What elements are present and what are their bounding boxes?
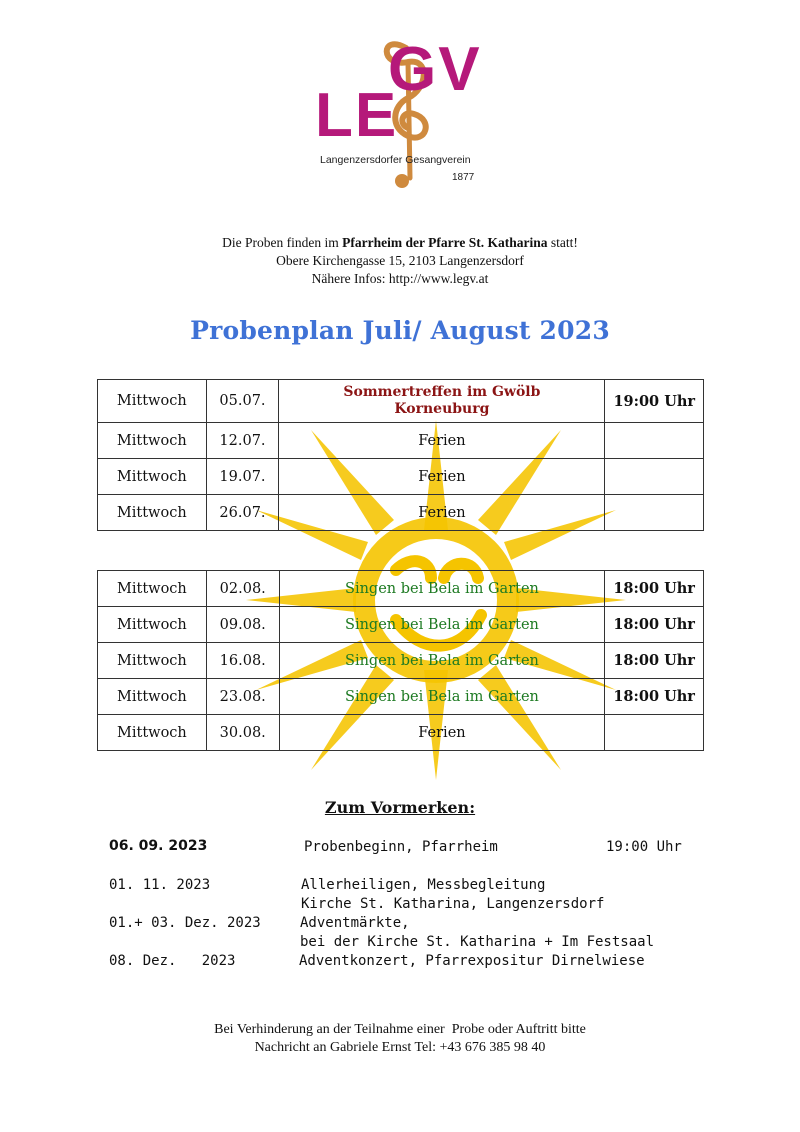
- vormerken-time: 19:00 Uhr: [606, 839, 682, 855]
- cell-time: 19:00 Uhr: [605, 380, 704, 423]
- cell-date: 26.07.: [206, 495, 279, 531]
- table-row: [98, 679, 704, 715]
- cell-date: 16.08.: [206, 643, 279, 679]
- intro-text: Die Proben finden im: [222, 235, 343, 250]
- table-row: [98, 643, 704, 679]
- page-title: Probenplan Juli/ August 2023: [190, 316, 610, 345]
- cell-day: Mittwoch: [98, 679, 207, 715]
- cell-time: 18:00 Uhr: [605, 679, 704, 715]
- intro-address: Obere Kirchengasse 15, 2103 Langenzersdorf: [276, 253, 524, 268]
- table-row: [98, 459, 704, 495]
- vormerken-date: 08. Dez. 2023: [109, 953, 236, 969]
- cell-time: [605, 495, 704, 531]
- footer-note-line-1: Bei Verhinderung an der Teilnahme einer Probe oder Auftritt bitte: [214, 1022, 586, 1037]
- cell-date: 23.08.: [206, 679, 279, 715]
- logo-letters-le: LE: [315, 81, 399, 150]
- cell-event: Ferien: [279, 423, 605, 459]
- cell-event: [279, 380, 605, 423]
- intro-location: Pfarrheim der Pfarre St. Katharina: [342, 235, 548, 250]
- cell-day: Mittwoch: [98, 459, 207, 495]
- vormerken-text: Probenbeginn, Pfarrheim: [304, 839, 498, 855]
- cell-event: Singen bei Bela im Garten: [279, 643, 605, 679]
- cell-time: 18:00 Uhr: [605, 607, 704, 643]
- event-highlight: Sommertreffen im Gwölb Korneuburg: [343, 384, 541, 417]
- cell-day: Mittwoch: [98, 643, 207, 679]
- vormerken-date: 06. 09. 2023: [109, 838, 208, 854]
- logo-letters-gv: GV: [388, 35, 482, 104]
- vormerken-heading: [0, 798, 800, 817]
- cell-event: Ferien: [279, 459, 605, 495]
- cell-event: Ferien: [279, 715, 605, 751]
- cell-day: Mittwoch: [98, 571, 207, 607]
- vormerken-date: 01. 11. 2023: [109, 877, 211, 893]
- table-row: [98, 607, 704, 643]
- schedule-table-july: [97, 379, 704, 531]
- cell-date: 02.08.: [206, 571, 279, 607]
- logo-club-name: Langenzersdorfer Gesangverein: [320, 154, 471, 166]
- cell-date: 09.08.: [206, 607, 279, 643]
- intro-info-link: Nähere Infos: http://www.legv.at: [311, 271, 489, 286]
- vormerken-text-2: bei der Kirche St. Katharina + Im Festsaal: [300, 934, 655, 950]
- cell-event: Singen bei Bela im Garten: [279, 607, 605, 643]
- logo-year: 1877: [452, 172, 475, 183]
- cell-event: Singen bei Bela im Garten: [279, 679, 605, 715]
- table-row: [98, 495, 704, 531]
- footer-contact: Nachricht an Gabriele Ernst Tel: +43 676 385 98 40: [254, 1040, 546, 1055]
- cell-time: 18:00 Uhr: [605, 571, 704, 607]
- table-row: [98, 423, 704, 459]
- table-row: [98, 380, 704, 423]
- vormerken-text: Allerheiligen, Messbegleitung: [301, 877, 546, 893]
- cell-event: Ferien: [279, 495, 605, 531]
- schedule-table-august: [97, 570, 704, 751]
- cell-day: Mittwoch: [98, 495, 207, 531]
- vormerken-date: 01.+ 03. Dez. 2023: [109, 915, 261, 931]
- cell-date: 05.07.: [206, 380, 279, 423]
- intro-text-end: statt!: [547, 235, 578, 250]
- table-row: [98, 571, 704, 607]
- cell-date: 12.07.: [206, 423, 279, 459]
- cell-time: [605, 715, 704, 751]
- cell-day: Mittwoch: [98, 380, 207, 423]
- cell-time: [605, 423, 704, 459]
- table-row: [98, 715, 704, 751]
- cell-day: Mittwoch: [98, 423, 207, 459]
- vormerken-text: Adventkonzert, Pfarrexpositur Dirnelwiese: [299, 953, 645, 969]
- cell-date: 19.07.: [206, 459, 279, 495]
- legv-logo: [310, 28, 495, 198]
- vormerken-heading-text: Zum Vormerken:: [324, 798, 476, 817]
- intro-line-1: [0, 234, 800, 252]
- cell-day: Mittwoch: [98, 715, 207, 751]
- cell-event: Singen bei Bela im Garten: [279, 571, 605, 607]
- vormerken-text-2: Kirche St. Katharina, Langenzersdorf: [301, 896, 605, 912]
- cell-day: Mittwoch: [98, 607, 207, 643]
- cell-time: [605, 459, 704, 495]
- vormerken-text: Adventmärkte,: [300, 915, 410, 931]
- cell-date: 30.08.: [206, 715, 279, 751]
- cell-time: 18:00 Uhr: [605, 643, 704, 679]
